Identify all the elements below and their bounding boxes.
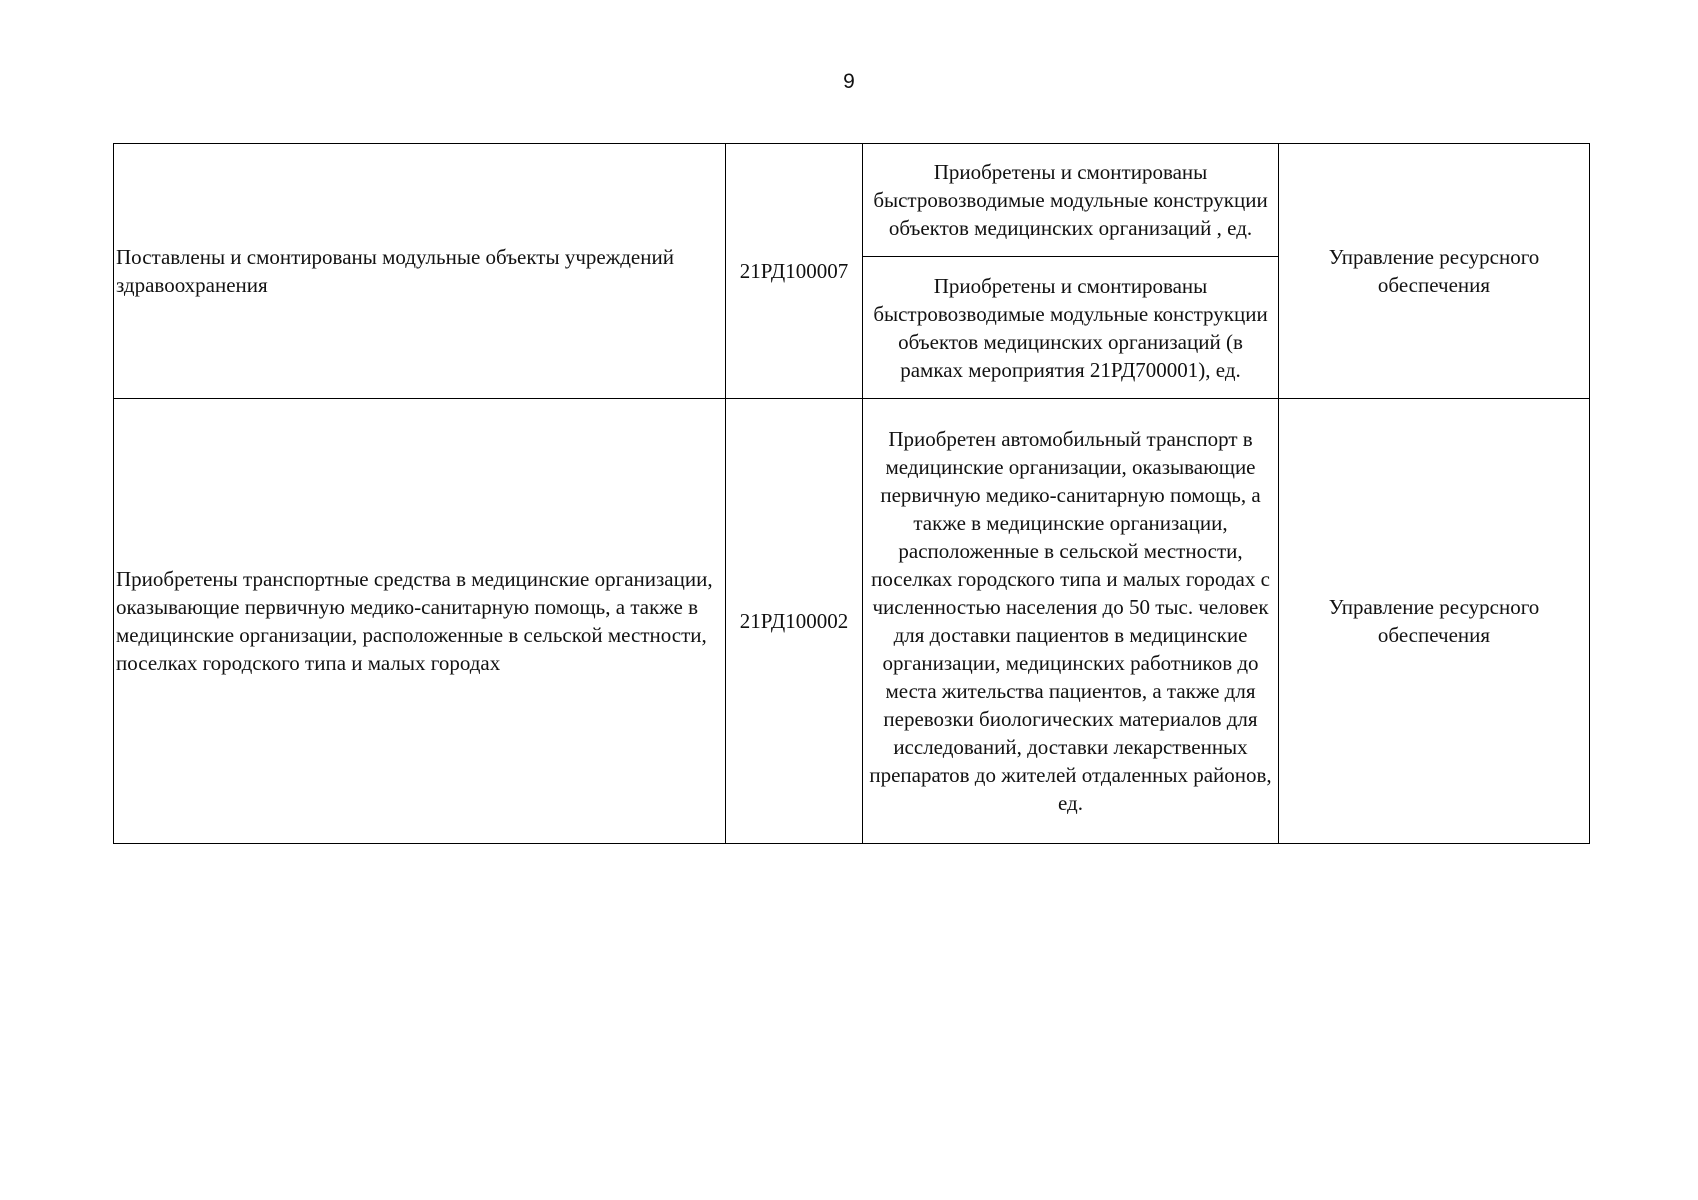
- indicator-cell: [863, 257, 1279, 399]
- code-cell: [726, 144, 863, 399]
- code-text: 21РД100007: [739, 259, 849, 283]
- responsible-text: Управление ресурсного обеспечения: [1328, 245, 1540, 297]
- code-cell: [726, 399, 863, 844]
- responsible-cell: [1279, 144, 1590, 399]
- indicator-cell: [863, 399, 1279, 844]
- indicator-cell: [863, 144, 1279, 257]
- indicator-text: Приобретены и смонтированы быстровозводимые модульные конструкции объектов медицинских организаций (в рамках мероприятия 21РД700001), ед.: [873, 273, 1268, 382]
- result-cell: [114, 399, 726, 844]
- indicator-text: Приобретен автомобильный транспорт в медицинские организации, оказывающие первичную медико-санитарную помощь, а также в медицинские организации, расположенные в сельской местности, поселках городского типа и малых городах с численностью населения до 50 тыс. человек для доставки пациентов в медицинские организации, медицинских работников до места жительства пациентов, а также для перевозки биологических материалов для исследований, доставки лекарственных препаратов до жителей отдаленных районов, ед.: [869, 427, 1272, 815]
- responsible-cell: [1279, 399, 1590, 844]
- responsible-text: Управление ресурсного обеспечения: [1328, 595, 1540, 647]
- result-text: Приобретены транспортные средства в медицинские организации, оказывающие первичную медико-санитарную помощь, а также в медицинские организации, расположенные в сельской местности, поселках городского типа и малых городах: [116, 567, 713, 675]
- indicator-text: Приобретены и смонтированы быстровозводимые модульные конструкции объектов медицинских организаций , ед.: [873, 160, 1268, 241]
- table-row: [114, 399, 1590, 844]
- result-text: Поставлены и смонтированы модульные объекты учреждений здравоохранения: [116, 245, 674, 297]
- results-table: [113, 143, 1590, 844]
- table-row: [114, 144, 1590, 257]
- page-number: 9: [843, 70, 855, 93]
- code-text: 21РД100002: [739, 609, 849, 633]
- result-cell: [114, 144, 726, 399]
